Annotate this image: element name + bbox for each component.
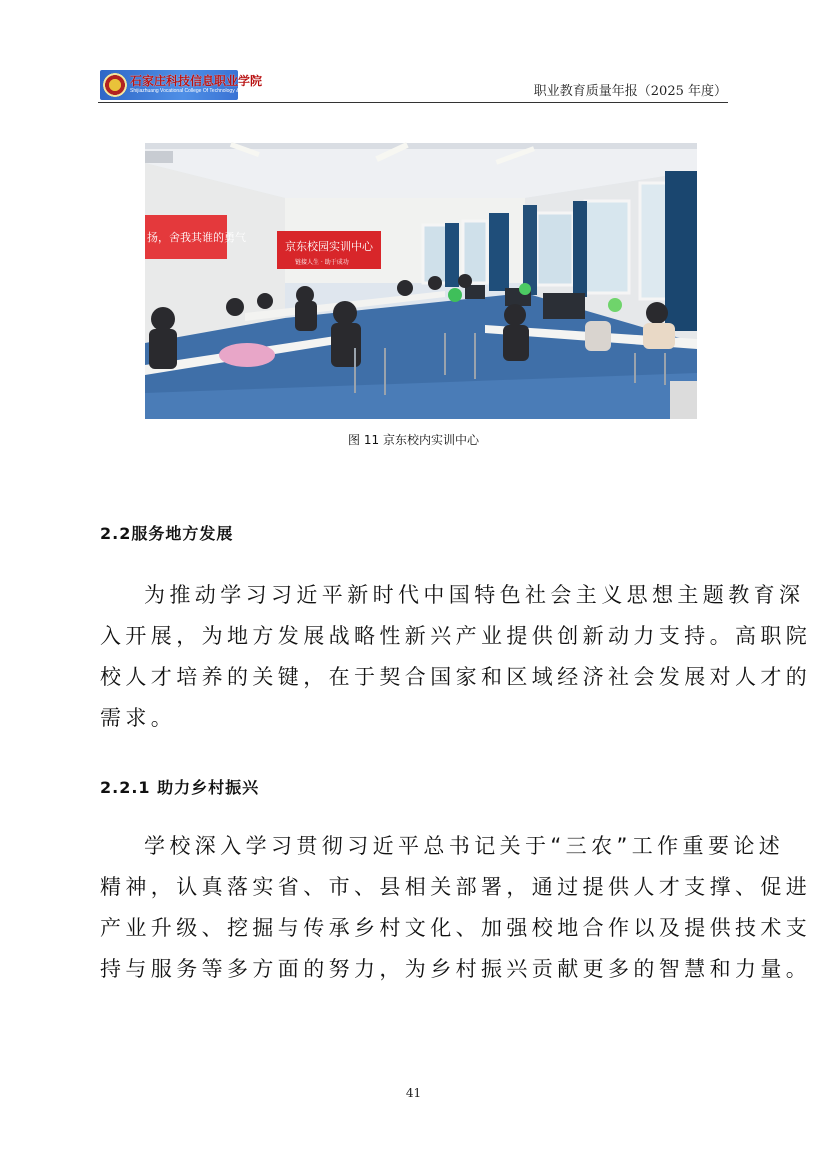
banner-text: 京东校园实训中心 (285, 240, 373, 253)
paragraph-line: 精神，认真落实省、市、县相关部署，通过提供人才支撑、促进 (100, 875, 812, 899)
report-title: 职业教育质量年报（2025 年度） (533, 84, 727, 99)
paragraph-line: 需求。 (100, 706, 177, 730)
subsection-paragraph (100, 826, 812, 990)
page-number: 41 (405, 1086, 422, 1100)
classroom-illustration (145, 143, 697, 419)
paragraph-line: 持与服务等多方面的努力，为乡村振兴贡献更多的智慧和力量。 (100, 957, 812, 981)
header-divider (98, 102, 728, 103)
page-header (100, 70, 727, 102)
paragraph-line: 入开展，为地方发展战略性新兴产业提供创新动力支持。高职院 (100, 624, 812, 648)
college-english-name: Shijiazhuang Vocational College Of Technology & Information (130, 88, 266, 94)
side-banner-text: 扬，舍我其谁的勇气 (147, 231, 246, 244)
subsection-heading: 2.2.1 助力乡村振兴 (100, 778, 260, 797)
college-name: 石家庄科技信息职业学院 (130, 74, 263, 88)
training-center-photo (145, 143, 697, 419)
figure-caption: 图 11 京东校内实训中心 (348, 433, 479, 447)
section-paragraph (100, 575, 812, 739)
paragraph-line: 学校深入学习贯彻习近平总书记关于“三农”工作重要论述 (144, 834, 785, 858)
paragraph-line: 校人才培养的关键，在于契合国家和区域经济社会发展对人才的 (100, 665, 812, 689)
paragraph-line: 产业升级、挖掘与传承乡村文化、加强校地合作以及提供技术支 (100, 916, 812, 940)
banner-subtext: 链接人生 · 助于成功 (295, 259, 349, 266)
section-heading: 2.2服务地方发展 (100, 524, 234, 543)
college-emblem-icon (103, 73, 127, 97)
college-logo (100, 70, 266, 100)
paragraph-line: 为推动学习习近平新时代中国特色社会主义思想主题教育深 (144, 583, 805, 607)
